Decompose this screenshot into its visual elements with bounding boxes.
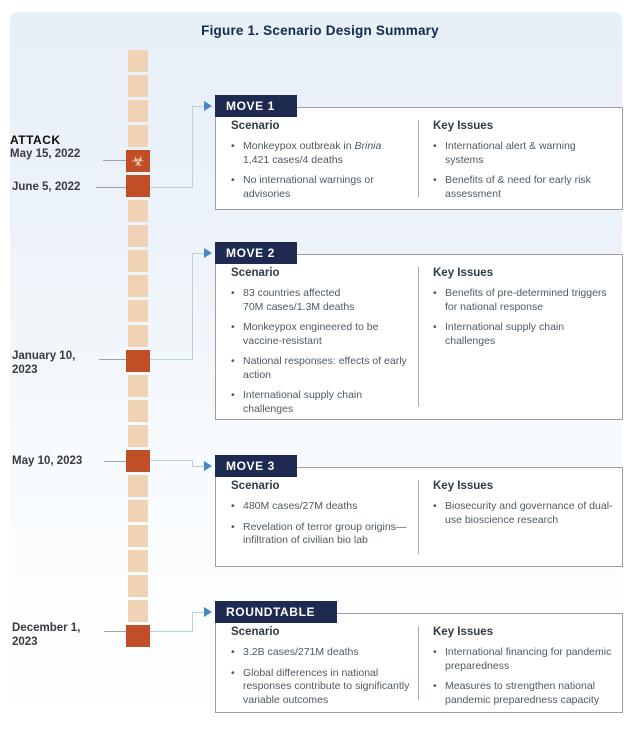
- scenario-list: [231, 646, 410, 707]
- bullet-item: [231, 140, 410, 167]
- timeline-segment: [128, 525, 148, 547]
- connector-line: [192, 612, 193, 632]
- timeline-segment: [128, 300, 148, 322]
- bullet-text: 480M cases/27M deaths: [243, 500, 358, 512]
- date-label-move-3: [12, 454, 82, 468]
- key-issues-list: [433, 500, 614, 527]
- date-label-line: May 10, 2023: [12, 455, 83, 467]
- bullet-item: [433, 646, 614, 673]
- bullet-text: Biosecurity and governance of dual-use bioscience research: [445, 500, 613, 526]
- move-3-content: [215, 467, 623, 567]
- timeline-segment: [128, 75, 148, 97]
- bullet-item: [231, 174, 410, 201]
- timeline-event-roundtable: [126, 625, 150, 647]
- key-issues-heading: Key Issues: [433, 626, 494, 638]
- scenario-list: [231, 140, 410, 201]
- bullet-dot: •: [433, 321, 437, 333]
- bullet-item: [231, 389, 410, 416]
- bullet-dot: •: [231, 287, 235, 299]
- date-label-attack: [10, 133, 80, 161]
- label-leader-line: [99, 359, 126, 360]
- bullet-dot: •: [433, 646, 437, 658]
- bullet-dot: •: [433, 500, 437, 512]
- timeline-segment: [128, 100, 148, 122]
- bullet-dot: •: [231, 666, 235, 679]
- connector-line: [192, 253, 193, 360]
- key-issues-list: [433, 140, 614, 201]
- timeline-segment: [128, 325, 148, 347]
- date-label-line: ATTACK: [10, 133, 61, 147]
- label-leader-line: [104, 631, 126, 632]
- timeline-segment: [128, 275, 148, 297]
- timeline-segment: [128, 475, 148, 497]
- bullet-item: [231, 646, 410, 660]
- arrow-right-icon: [204, 461, 212, 471]
- date-label-line: June 5, 2022: [12, 181, 81, 193]
- timeline-segment: [128, 225, 148, 247]
- bullet-dot: •: [433, 287, 437, 299]
- bullet-text: National responses: effects of early action: [243, 355, 407, 381]
- connector-line: [192, 106, 193, 188]
- bullet-text: 3.2B cases/271M deaths: [243, 646, 359, 658]
- bullet-text: Benefits of & need for early risk assessment: [445, 174, 591, 200]
- scenario-column: [216, 255, 418, 419]
- move-1-header: MOVE 1: [215, 95, 297, 117]
- move-1-content: [215, 107, 623, 210]
- roundtable-header: ROUNDTABLE: [215, 601, 337, 623]
- bullet-text: International supply chain challenges: [445, 321, 565, 347]
- bullet-text: 83 countries affected 70M cases/1.3M deaths: [243, 287, 355, 313]
- date-label-line: 2023: [12, 636, 38, 648]
- bullet-dot: •: [231, 355, 235, 367]
- scenario-heading: Scenario: [231, 267, 280, 279]
- key-issues-column: [419, 108, 622, 209]
- bullet-text: International supply chain challenges: [243, 389, 363, 415]
- arrow-right-icon: [204, 607, 212, 617]
- bullet-dot: •: [231, 389, 235, 401]
- date-label-move-1: [12, 180, 80, 194]
- bullet-item: [231, 521, 410, 548]
- date-label-line: January 10,: [12, 350, 76, 362]
- timeline-segment: [128, 550, 148, 572]
- scenario-column: [216, 614, 418, 712]
- bullet-text: Monkeypox engineered to be vaccine-resistant: [243, 321, 379, 347]
- date-label-move-2: [12, 349, 75, 377]
- timeline-segment: [128, 375, 148, 397]
- bullet-text: Revelation of terror group origins—infiltration of civilian bio lab: [243, 520, 407, 546]
- key-issues-heading: Key Issues: [433, 120, 494, 132]
- scenario-list: [231, 500, 410, 548]
- bullet-text: Benefits of pre-determined triggers for national response: [445, 287, 607, 313]
- timeline-segment: [128, 500, 148, 522]
- connector-line: [150, 359, 192, 360]
- bullet-dot: •: [231, 140, 235, 152]
- bullet-item: [231, 500, 410, 514]
- bullet-text: International alert & warning systems: [445, 140, 576, 166]
- bullet-item: [231, 667, 410, 708]
- scenario-column: [216, 468, 418, 566]
- roundtable-content: [215, 613, 623, 713]
- arrow-right-icon: [204, 248, 212, 258]
- timeline-segment: [128, 400, 148, 422]
- date-label-line: December 1,: [12, 622, 81, 634]
- scenario-heading: Scenario: [231, 120, 280, 132]
- date-label-line: 2023: [12, 364, 38, 376]
- label-leader-line: [104, 461, 126, 462]
- timeline-segment: [128, 125, 148, 147]
- timeline-segment: [128, 50, 148, 72]
- bullet-item: [433, 140, 614, 167]
- biohazard-icon: ☣: [131, 152, 145, 170]
- bullet-text: Measures to strengthen national pandemic preparedness capacity: [445, 680, 600, 706]
- connector-line: [192, 106, 204, 107]
- label-leader-line: [103, 160, 126, 161]
- bullet-dot: •: [231, 500, 235, 512]
- timeline-segment: [128, 600, 148, 622]
- timeline-segment: [128, 425, 148, 447]
- scenario-list: [231, 287, 410, 416]
- timeline-event-move-2: [126, 350, 150, 372]
- bullet-item: [433, 174, 614, 201]
- bullet-item: [433, 500, 614, 527]
- bullet-item: [433, 321, 614, 348]
- timeline-segment: [128, 575, 148, 597]
- timeline-segment: [128, 200, 148, 222]
- bullet-item: [231, 355, 410, 382]
- date-label-roundtable: [12, 621, 80, 649]
- timeline-event-attack: [126, 150, 150, 172]
- key-issues-column: [419, 468, 622, 566]
- key-issues-list: [433, 287, 614, 348]
- bullet-dot: •: [433, 140, 437, 152]
- connector-line: [150, 187, 192, 188]
- timeline-event-move-3: [126, 450, 150, 472]
- move-2-content: [215, 254, 623, 420]
- bullet-item: [433, 287, 614, 314]
- connector-line: [192, 466, 204, 467]
- scenario-column: [216, 108, 418, 209]
- timeline-event-move-1: [126, 175, 150, 197]
- bullet-dot: •: [433, 174, 437, 186]
- bullet-item: [231, 287, 410, 314]
- key-issues-column: [419, 255, 622, 419]
- scenario-heading: Scenario: [231, 626, 280, 638]
- connector-line: [192, 253, 204, 254]
- key-issues-heading: Key Issues: [433, 480, 494, 492]
- timeline-segment: [128, 250, 148, 272]
- arrow-right-icon: [204, 101, 212, 111]
- key-issues-column: [419, 614, 622, 712]
- figure-title: Figure 1. Scenario Design Summary: [201, 23, 439, 38]
- bullet-text: Global differences in national responses contribute to significantly variable outcomes: [243, 666, 410, 706]
- key-issues-list: [433, 646, 614, 707]
- bullet-item: [231, 321, 410, 348]
- bullet-dot: •: [231, 646, 235, 658]
- bullet-dot: •: [231, 321, 235, 333]
- bullet-dot: •: [231, 520, 235, 533]
- label-leader-line: [96, 187, 126, 188]
- scenario-heading: Scenario: [231, 480, 280, 492]
- date-label-line: May 15, 2022: [10, 148, 81, 160]
- move-3-header: MOVE 3: [215, 455, 297, 477]
- bullet-text: No international warnings or advisories: [243, 174, 374, 200]
- move-2-header: MOVE 2: [215, 242, 297, 264]
- bullet-dot: •: [231, 174, 235, 186]
- bullet-text: Monkeypox outbreak in Brinia 1,421 cases/4 deaths: [243, 140, 382, 166]
- bullet-item: [433, 680, 614, 707]
- connector-line: [192, 612, 204, 613]
- connector-line: [150, 460, 192, 461]
- connector-line: [150, 631, 192, 632]
- bullet-dot: •: [433, 680, 437, 692]
- bullet-text: International financing for pandemic preparedness: [445, 646, 612, 672]
- key-issues-heading: Key Issues: [433, 267, 494, 279]
